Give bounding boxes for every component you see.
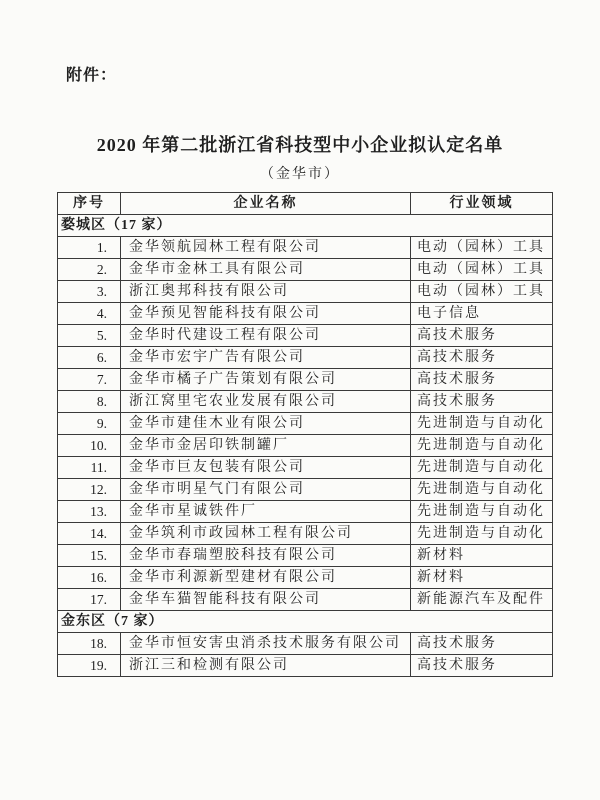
table-row bbox=[58, 347, 553, 369]
table-row bbox=[58, 567, 553, 589]
industry-field-cell: 先进制造与自动化 bbox=[411, 523, 553, 545]
header-serial-number: 序号 bbox=[58, 193, 121, 215]
table-row bbox=[58, 391, 553, 413]
row-number-cell: 5. bbox=[58, 325, 121, 347]
district-section-label: 婺城区（17 家） bbox=[58, 215, 553, 237]
company-table-body bbox=[58, 215, 553, 677]
industry-field-cell: 高技术服务 bbox=[411, 655, 553, 677]
district-section-row bbox=[58, 215, 553, 237]
table-row bbox=[58, 545, 553, 567]
industry-field-cell: 先进制造与自动化 bbox=[411, 435, 553, 457]
industry-field-cell: 电动（园林）工具 bbox=[411, 237, 553, 259]
company-name-cell: 金华市星诚铁件厂 bbox=[121, 501, 411, 523]
row-number-cell: 18. bbox=[58, 633, 121, 655]
industry-field-cell: 高技术服务 bbox=[411, 347, 553, 369]
company-table bbox=[57, 192, 553, 677]
table-row bbox=[58, 369, 553, 391]
table-row bbox=[58, 435, 553, 457]
header-industry-field: 行业领域 bbox=[411, 193, 553, 215]
document-subtitle: （金华市） bbox=[260, 167, 340, 182]
company-name-cell: 金华市明星气门有限公司 bbox=[121, 479, 411, 501]
industry-field-cell: 电动（园林）工具 bbox=[411, 259, 553, 281]
company-name-cell: 金华时代建设工程有限公司 bbox=[121, 325, 411, 347]
row-number-cell: 2. bbox=[58, 259, 121, 281]
attachment-label: 附件： bbox=[66, 67, 118, 84]
table-row bbox=[58, 325, 553, 347]
industry-field-cell: 高技术服务 bbox=[411, 325, 553, 347]
row-number-cell: 17. bbox=[58, 589, 121, 611]
district-section-row bbox=[58, 611, 553, 633]
company-name-cell: 金华市春瑞塑胶科技有限公司 bbox=[121, 545, 411, 567]
table-row bbox=[58, 633, 553, 655]
industry-field-cell: 新材料 bbox=[411, 545, 553, 567]
company-name-cell: 金华筑利市政园林工程有限公司 bbox=[121, 523, 411, 545]
industry-field-cell: 高技术服务 bbox=[411, 369, 553, 391]
table-row bbox=[58, 479, 553, 501]
industry-field-cell: 电动（园林）工具 bbox=[411, 281, 553, 303]
company-name-cell: 金华市巨友包装有限公司 bbox=[121, 457, 411, 479]
company-name-cell: 金华市建佳木业有限公司 bbox=[121, 413, 411, 435]
company-name-cell: 浙江奥邦科技有限公司 bbox=[121, 281, 411, 303]
company-name-cell: 浙江窝里宅农业发展有限公司 bbox=[121, 391, 411, 413]
industry-field-cell: 电子信息 bbox=[411, 303, 553, 325]
header-company-name: 企业名称 bbox=[121, 193, 411, 215]
row-number-cell: 19. bbox=[58, 655, 121, 677]
row-number-cell: 1. bbox=[58, 237, 121, 259]
row-number-cell: 12. bbox=[58, 479, 121, 501]
table-row bbox=[58, 457, 553, 479]
company-name-cell: 金华市利源新型建材有限公司 bbox=[121, 567, 411, 589]
table-row bbox=[58, 281, 553, 303]
row-number-cell: 11. bbox=[58, 457, 121, 479]
table-row bbox=[58, 413, 553, 435]
table-row bbox=[58, 303, 553, 325]
row-number-cell: 9. bbox=[58, 413, 121, 435]
table-row bbox=[58, 655, 553, 677]
industry-field-cell: 先进制造与自动化 bbox=[411, 501, 553, 523]
table-row bbox=[58, 237, 553, 259]
row-number-cell: 3. bbox=[58, 281, 121, 303]
company-name-cell: 金华市橘子广告策划有限公司 bbox=[121, 369, 411, 391]
company-name-cell: 金华市宏宇广告有限公司 bbox=[121, 347, 411, 369]
company-name-cell: 金华市恒安害虫消杀技术服务有限公司 bbox=[121, 633, 411, 655]
row-number-cell: 10. bbox=[58, 435, 121, 457]
row-number-cell: 13. bbox=[58, 501, 121, 523]
industry-field-cell: 高技术服务 bbox=[411, 633, 553, 655]
company-name-cell: 金华市金居印铁制罐厂 bbox=[121, 435, 411, 457]
document-title: 2020 年第二批浙江省科技型中小企业拟认定名单 bbox=[96, 135, 504, 155]
industry-field-cell: 先进制造与自动化 bbox=[411, 413, 553, 435]
industry-field-cell: 高技术服务 bbox=[411, 391, 553, 413]
company-name-cell: 金华市金林工具有限公司 bbox=[121, 259, 411, 281]
table-row bbox=[58, 501, 553, 523]
industry-field-cell: 先进制造与自动化 bbox=[411, 479, 553, 501]
industry-field-cell: 先进制造与自动化 bbox=[411, 457, 553, 479]
table-header-row bbox=[58, 193, 553, 215]
row-number-cell: 16. bbox=[58, 567, 121, 589]
industry-field-cell: 新材料 bbox=[411, 567, 553, 589]
company-name-cell: 金华预见智能科技有限公司 bbox=[121, 303, 411, 325]
company-name-cell: 浙江三和检测有限公司 bbox=[121, 655, 411, 677]
row-number-cell: 8. bbox=[58, 391, 121, 413]
table-row bbox=[58, 259, 553, 281]
table-row bbox=[58, 523, 553, 545]
company-name-cell: 金华领航园林工程有限公司 bbox=[121, 237, 411, 259]
table-row bbox=[58, 589, 553, 611]
industry-field-cell: 新能源汽车及配件 bbox=[411, 589, 553, 611]
row-number-cell: 6. bbox=[58, 347, 121, 369]
row-number-cell: 4. bbox=[58, 303, 121, 325]
company-name-cell: 金华车猫智能科技有限公司 bbox=[121, 589, 411, 611]
district-section-label: 金东区（7 家） bbox=[58, 611, 553, 633]
row-number-cell: 14. bbox=[58, 523, 121, 545]
row-number-cell: 15. bbox=[58, 545, 121, 567]
row-number-cell: 7. bbox=[58, 369, 121, 391]
